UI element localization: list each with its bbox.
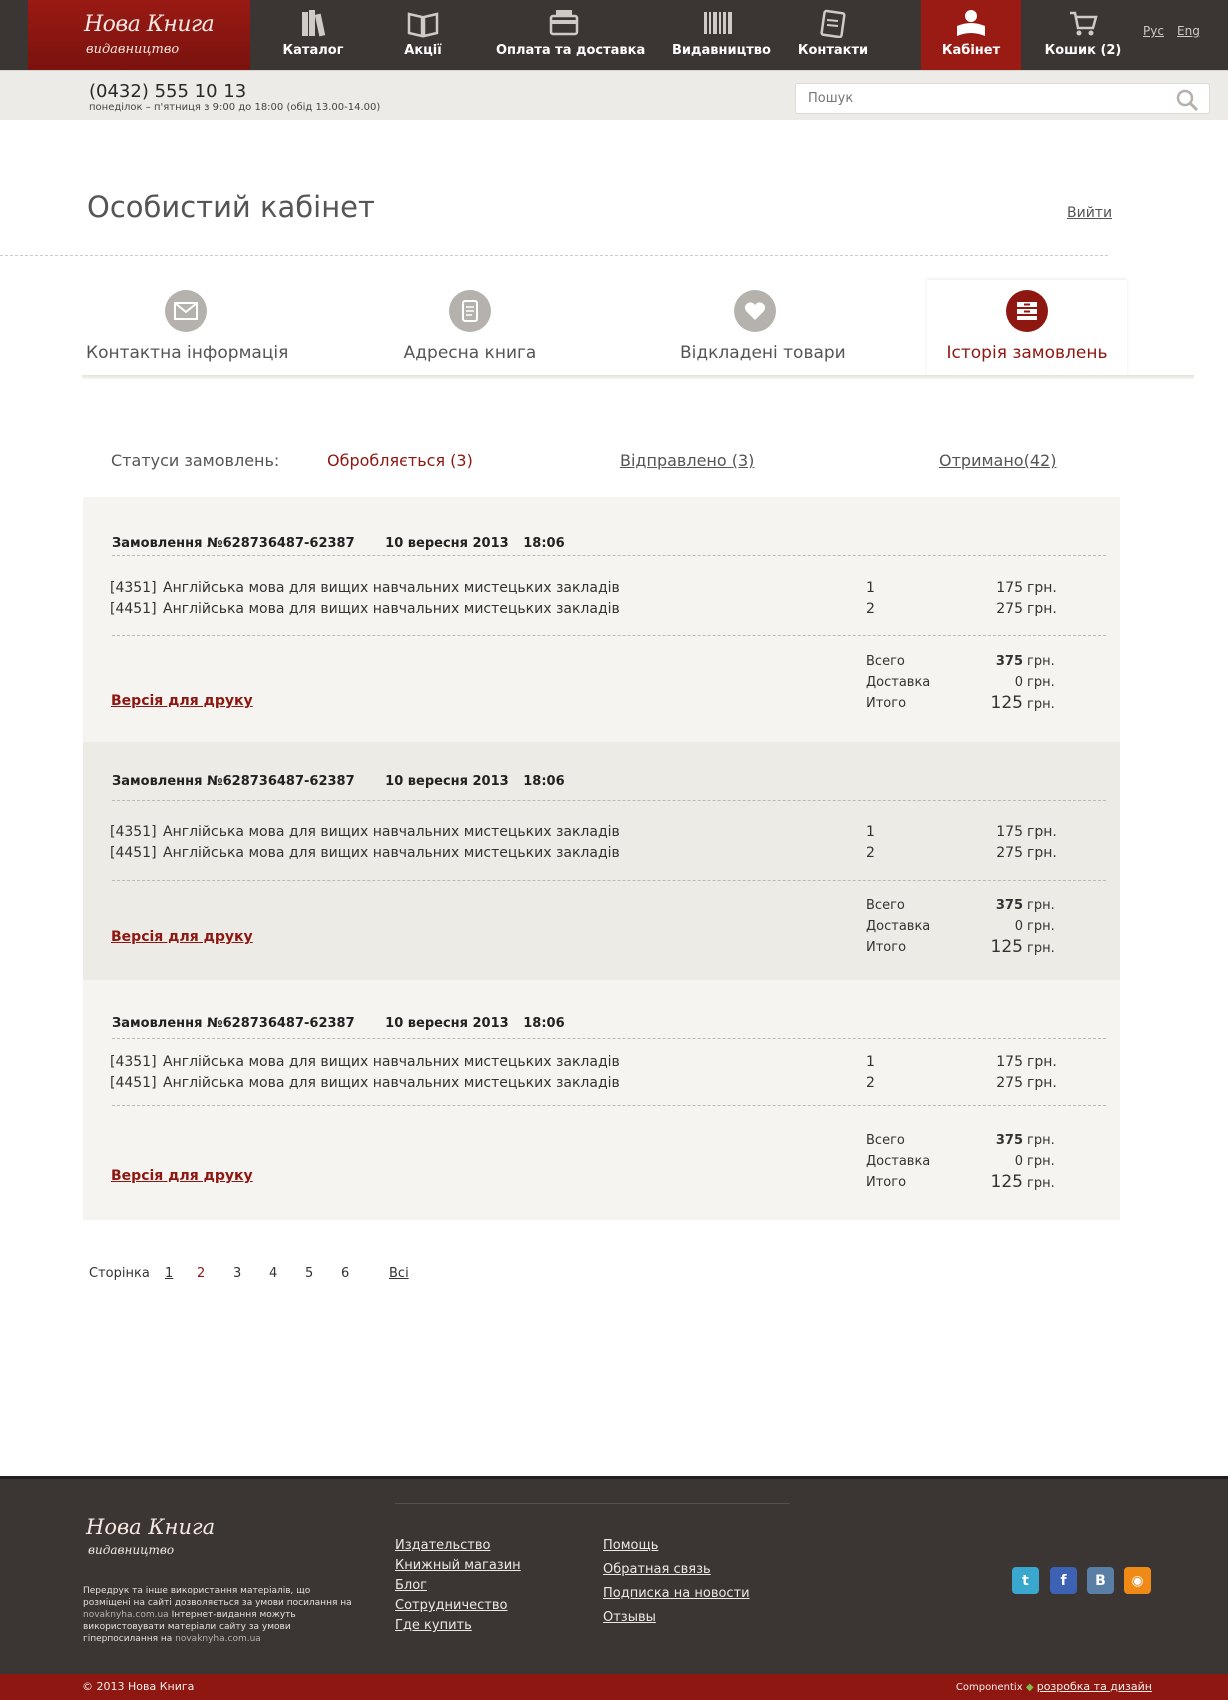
grand-total-currency: грн. (1027, 1176, 1055, 1191)
tab-saved-items[interactable] (680, 288, 846, 378)
item-price (963, 601, 1108, 617)
delivery-currency: грн. (1027, 919, 1055, 934)
lang-en[interactable]: Eng (1177, 24, 1200, 38)
item-code: [4351] (110, 580, 157, 596)
order-card (83, 742, 1120, 980)
tab-saved-items-label: Відкладені товари (680, 343, 846, 363)
item-price (963, 1054, 1108, 1070)
item-quantity: 1 (866, 1054, 875, 1070)
grand-total-amount: 125 (990, 937, 1023, 957)
item-price-value: 175 (996, 1054, 1023, 1070)
item-title: Англійська мова для вищих навчальних мистецьких закладів (163, 845, 620, 861)
delivery-amount: 0 (1014, 1154, 1023, 1169)
divider (0, 255, 1108, 256)
order-header (112, 774, 591, 789)
developer-logo-icon: ◆ (1025, 1682, 1034, 1693)
item-title: Англійська мова для вищих навчальних мистецьких закладів (163, 824, 620, 840)
developer-brand: Componentix (955, 1682, 1023, 1693)
nav-payment-delivery-label: Оплата та доставка (496, 43, 646, 58)
logout-link[interactable]: Вийти (1067, 205, 1113, 221)
item-code: [4451] (110, 845, 157, 861)
footer-links-left (395, 1536, 521, 1636)
total-label: Всего (866, 1133, 905, 1148)
order-item (110, 1075, 620, 1091)
footer-link[interactable]: Помощь (603, 1538, 659, 1553)
grand-total-label: Итого (866, 1175, 907, 1190)
page-link-all[interactable]: Всі (389, 1266, 409, 1281)
order-card (83, 497, 1120, 742)
footer (0, 1476, 1228, 1674)
archive-icon (1015, 301, 1039, 321)
separator (112, 800, 1106, 801)
order-date: 10 вересня 2013 (385, 536, 509, 551)
phone-number: (0432) 555 10 13 (89, 81, 247, 102)
total-currency: грн. (1027, 1133, 1055, 1148)
twitter-icon[interactable]: t (1012, 1567, 1039, 1594)
print-version-link[interactable]: Версія для друку (111, 929, 253, 945)
copyright: © 2013 Нова Книга (82, 1680, 195, 1693)
order-time: 18:06 (523, 536, 565, 551)
page-link-current[interactable]: 2 (197, 1266, 206, 1281)
nav-cabinet-label: Кабінет (941, 43, 1001, 58)
footer-logo-sub: видавництво (88, 1543, 175, 1557)
heart-icon (744, 301, 766, 321)
nav-cart-label: Кошик (2) (1044, 43, 1122, 58)
order-date: 10 вересня 2013 (385, 1016, 509, 1031)
footer-note-site: novaknyha.com.ua (175, 1634, 261, 1644)
developer-link[interactable]: розробка та дизайн (1036, 1680, 1152, 1693)
total-label: Всего (866, 654, 905, 669)
item-price (963, 1075, 1108, 1091)
item-price-currency: грн. (1027, 824, 1057, 840)
nav-contacts-label: Контакти (797, 43, 869, 58)
lang-ru[interactable]: Рус (1143, 24, 1164, 38)
item-title: Англійська мова для вищих навчальних мистецьких закладів (163, 601, 620, 617)
search-input[interactable] (808, 91, 1168, 106)
nav-publisher[interactable] (672, 0, 771, 70)
working-hours: понеділок – п'ятниця з 9:00 до 18:00 (обід 13.00-14.00) (89, 102, 381, 113)
order-item (110, 580, 620, 596)
info-strip (0, 70, 1228, 120)
item-quantity: 2 (866, 601, 875, 617)
tab-order-history-label: Історія замовлень (946, 343, 1108, 363)
total-amount: 375 (995, 1133, 1023, 1148)
delivery-value (963, 1154, 1055, 1169)
total-amount: 375 (995, 654, 1023, 669)
search-icon[interactable] (1175, 88, 1199, 112)
tab-order-history-circle (1006, 290, 1048, 332)
page-link[interactable]: 3 (233, 1266, 242, 1281)
tab-contact-info-circle (165, 290, 207, 332)
order-time: 18:06 (523, 1016, 565, 1031)
reader-icon (954, 8, 988, 38)
order-header (112, 1016, 591, 1031)
item-code: [4451] (110, 1075, 157, 1091)
total-currency: грн. (1027, 654, 1055, 669)
item-quantity: 2 (866, 1075, 875, 1091)
tab-saved-items-circle (734, 290, 776, 332)
item-price-value: 275 (996, 1075, 1023, 1091)
item-price-value: 175 (996, 580, 1023, 596)
order-time: 18:06 (523, 774, 565, 789)
item-title: Англійська мова для вищих навчальних мистецьких закладів (163, 1054, 620, 1070)
page-link[interactable]: 4 (269, 1266, 278, 1281)
grand-total-currency: грн. (1027, 697, 1055, 712)
item-quantity: 1 (866, 580, 875, 596)
item-price-value: 275 (996, 601, 1023, 617)
facebook-icon[interactable]: f (1050, 1567, 1077, 1594)
separator (112, 1105, 1106, 1106)
nav-payment-delivery[interactable] (496, 0, 646, 70)
item-code: [4351] (110, 824, 157, 840)
total-value (963, 898, 1055, 913)
grand-total-label: Итого (866, 696, 907, 711)
nav-promotions[interactable] (382, 0, 464, 70)
print-version-link[interactable]: Версія для друку (111, 1168, 253, 1184)
grand-total-amount: 125 (990, 1172, 1023, 1192)
separator (112, 635, 1106, 636)
grand-total-value (963, 693, 1055, 713)
delivery-label: Доставка (866, 1154, 931, 1169)
page-link[interactable]: 1 (165, 1266, 174, 1281)
footer-divider (395, 1503, 790, 1504)
grand-total-currency: грн. (1027, 941, 1055, 956)
order-item (110, 1054, 620, 1070)
order-statuses-label: Статуси замовлень: (111, 451, 280, 470)
nav-catalog-label: Каталог (282, 43, 344, 58)
books-icon (296, 8, 330, 38)
tab-contact-info-label: Контактна інформація (86, 343, 289, 363)
barcode-icon (701, 8, 735, 38)
card-icon (547, 8, 581, 38)
item-title: Англійська мова для вищих навчальних мистецьких закладів (163, 1075, 620, 1091)
delivery-label: Доставка (866, 675, 931, 690)
item-price-currency: грн. (1027, 1075, 1057, 1091)
item-price-currency: грн. (1027, 601, 1057, 617)
delivery-currency: грн. (1027, 1154, 1055, 1169)
delivery-label: Доставка (866, 919, 931, 934)
status-processing[interactable]: Обробляється (3) (327, 451, 473, 470)
vkontakte-icon[interactable]: B (1087, 1567, 1114, 1594)
total-value (963, 654, 1055, 669)
separator (112, 555, 1106, 556)
tab-address-book[interactable] (390, 288, 550, 378)
item-price-currency: грн. (1027, 845, 1057, 861)
grand-total-value (963, 1172, 1055, 1192)
grand-total-value (963, 937, 1055, 957)
item-code: [4351] (110, 1054, 157, 1070)
delivery-value (963, 675, 1055, 690)
item-price (963, 824, 1108, 840)
footer-copyright-note (83, 1585, 358, 1645)
footer-link[interactable]: Где купить (395, 1618, 472, 1633)
logo[interactable] (28, 0, 250, 70)
item-quantity: 1 (866, 824, 875, 840)
delivery-amount: 0 (1014, 675, 1023, 690)
footer-link[interactable]: Сотрудничество (395, 1598, 508, 1613)
footer-note-text: Передрук та інше використання матеріалів, що розміщені на сайті дозволяється за умови посилання на (83, 1586, 352, 1608)
print-version-link[interactable]: Версія для друку (111, 693, 253, 709)
separator (112, 880, 1106, 881)
grand-total-label: Итого (866, 940, 907, 955)
order-item (110, 824, 620, 840)
nav-contacts[interactable] (794, 0, 872, 70)
logo-sub-text: видавництво (86, 42, 180, 57)
delivery-amount: 0 (1014, 919, 1023, 934)
delivery-currency: грн. (1027, 675, 1055, 690)
order-item (110, 601, 620, 617)
order-number: Замовлення №628736487-62387 (112, 774, 355, 789)
item-price (963, 580, 1108, 596)
page-title: Особистий кабінет (87, 190, 375, 224)
bottom-bar (0, 1674, 1228, 1700)
footer-logo-main[interactable]: Нова Книга (86, 1515, 216, 1539)
envelope-icon (174, 302, 198, 320)
top-navigation-bar (0, 0, 1228, 70)
item-price-currency: грн. (1027, 580, 1057, 596)
tab-address-book-label: Адресна книга (403, 343, 537, 363)
order-number: Замовлення №628736487-62387 (112, 536, 355, 551)
address-book-icon (461, 300, 479, 322)
nav-cart[interactable] (1040, 0, 1126, 70)
total-label: Всего (866, 898, 905, 913)
tab-contact-info[interactable] (86, 288, 289, 378)
notepad-icon (816, 8, 850, 38)
nav-catalog[interactable] (272, 0, 354, 70)
nav-promotions-label: Акції (404, 43, 442, 58)
tab-order-history[interactable] (927, 288, 1127, 378)
developer-credit (956, 1680, 1152, 1693)
pagination-label: Сторінка (89, 1266, 150, 1281)
status-sent[interactable]: Відправлено (3) (620, 451, 755, 470)
item-quantity: 2 (866, 845, 875, 861)
footer-link[interactable]: Обратная связь (603, 1562, 711, 1577)
footer-link[interactable]: Издательство (395, 1538, 491, 1553)
search-box (795, 83, 1210, 114)
order-card (83, 980, 1120, 1220)
delivery-value (963, 919, 1055, 934)
item-price-currency: грн. (1027, 1054, 1057, 1070)
status-received[interactable]: Отримано(42) (939, 451, 1057, 470)
footer-link[interactable]: Книжный магазин (395, 1558, 521, 1573)
footer-link[interactable]: Подписка на новости (603, 1586, 750, 1601)
total-currency: грн. (1027, 898, 1055, 913)
item-price (963, 845, 1108, 861)
page-link[interactable]: 6 (341, 1266, 350, 1281)
rss-icon[interactable]: ◉ (1124, 1567, 1151, 1594)
footer-links-right (603, 1534, 750, 1630)
order-number: Замовлення №628736487-62387 (112, 1016, 355, 1031)
tab-address-book-circle (449, 290, 491, 332)
total-amount: 375 (995, 898, 1023, 913)
order-item (110, 845, 620, 861)
nav-publisher-label: Видавництво (672, 43, 771, 58)
grand-total-amount: 125 (990, 693, 1023, 713)
footer-note-site: novaknyha.com.ua (83, 1610, 169, 1620)
item-price-value: 175 (996, 824, 1023, 840)
item-title: Англійська мова для вищих навчальних мистецьких закладів (163, 580, 620, 596)
logo-main-text: Нова Книга (84, 12, 215, 37)
total-value (963, 1133, 1055, 1148)
item-code: [4451] (110, 601, 157, 617)
page-link[interactable]: 5 (305, 1266, 314, 1281)
nav-cabinet[interactable] (921, 0, 1021, 70)
footer-link[interactable]: Блог (395, 1578, 428, 1593)
footer-link[interactable]: Отзывы (603, 1610, 656, 1625)
cart-icon (1066, 8, 1100, 38)
order-date: 10 вересня 2013 (385, 774, 509, 789)
open-book-icon (406, 8, 440, 38)
order-header (112, 536, 591, 551)
separator (112, 1038, 1106, 1039)
item-price-value: 275 (996, 845, 1023, 861)
footer-note-text: Інтернет-видання можуть використовувати матеріали сайту за умови гіперпосилання на (83, 1610, 296, 1644)
